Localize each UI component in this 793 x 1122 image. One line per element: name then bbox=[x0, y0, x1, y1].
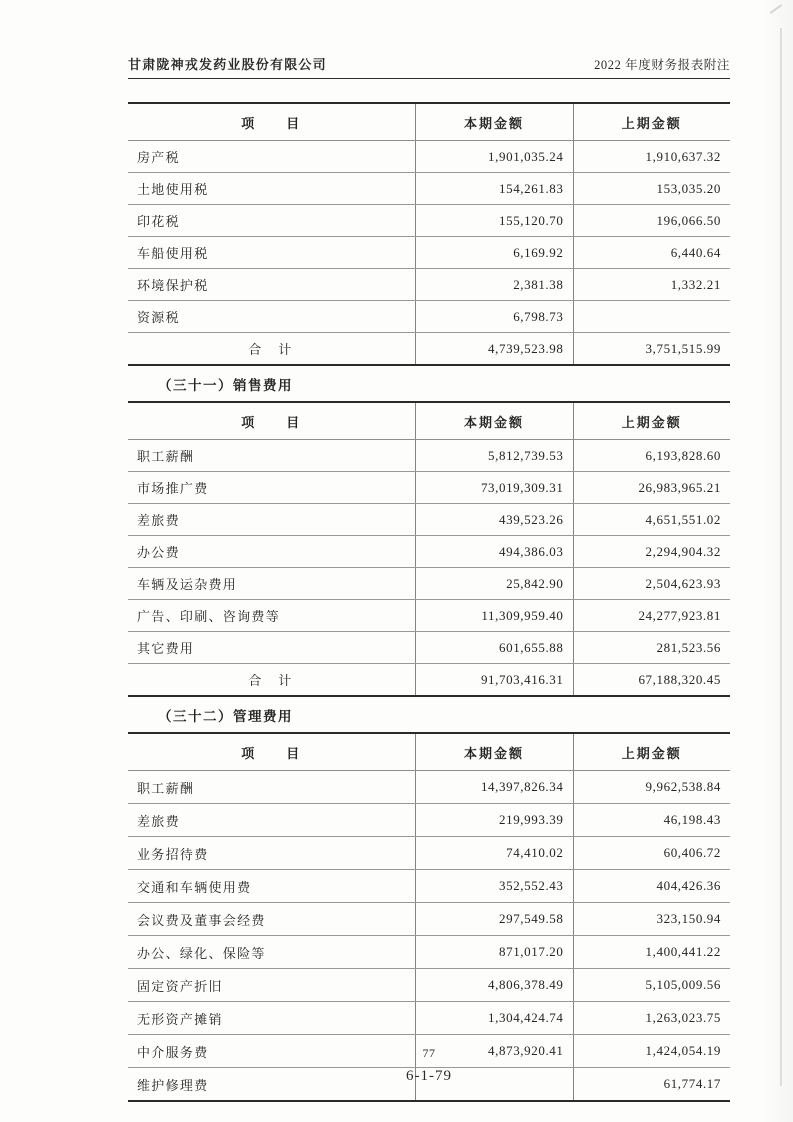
row-amount-prior: 26,983,965.21 bbox=[573, 472, 730, 504]
column-header-item: 项 目 bbox=[128, 402, 415, 440]
scan-artifact-edge bbox=[780, 28, 782, 1086]
row-amount-prior: 196,066.50 bbox=[573, 205, 730, 237]
table-row bbox=[128, 568, 730, 600]
row-label: 车辆及运杂费用 bbox=[128, 568, 415, 600]
row-label: 差旅费 bbox=[128, 504, 415, 536]
row-amount-current: 1,901,035.24 bbox=[415, 141, 573, 173]
row-label: 固定资产折旧 bbox=[128, 969, 415, 1002]
row-amount-prior: 60,406.72 bbox=[573, 837, 730, 870]
row-amount-prior: 404,426.36 bbox=[573, 870, 730, 903]
row-label: 交通和车辆使用费 bbox=[128, 870, 415, 903]
table-row bbox=[128, 440, 730, 472]
selling-expenses-table bbox=[128, 401, 730, 697]
document-code: 6-1-79 bbox=[406, 1068, 452, 1084]
company-name: 甘肃陇神戎发药业股份有限公司 bbox=[128, 57, 327, 72]
page-number: 77 bbox=[422, 1046, 436, 1060]
table-row bbox=[128, 600, 730, 632]
column-header-item: 项 目 bbox=[128, 733, 415, 771]
row-label: 其它费用 bbox=[128, 632, 415, 664]
table-row bbox=[128, 632, 730, 664]
row-amount-prior: 1,910,637.32 bbox=[573, 141, 730, 173]
column-header-current: 本期金额 bbox=[415, 733, 573, 771]
row-amount-prior: 1,332.21 bbox=[573, 269, 730, 301]
table-header-row bbox=[128, 103, 730, 141]
row-amount-current: 74,410.02 bbox=[415, 837, 573, 870]
row-amount-prior: 1,400,441.22 bbox=[573, 936, 730, 969]
row-amount-current: 494,386.03 bbox=[415, 536, 573, 568]
row-amount-prior: 9,962,538.84 bbox=[573, 771, 730, 804]
table-row bbox=[128, 870, 730, 903]
table-row bbox=[128, 173, 730, 205]
row-amount-current: 2,381.38 bbox=[415, 269, 573, 301]
row-label: 无形资产摊销 bbox=[128, 1002, 415, 1035]
table-row bbox=[128, 504, 730, 536]
total-row bbox=[128, 664, 730, 697]
row-label: 职工薪酬 bbox=[128, 440, 415, 472]
section-title-selling-expenses: （三十一）销售费用 bbox=[158, 378, 293, 393]
table-row bbox=[128, 804, 730, 837]
column-header-prior: 上期金额 bbox=[573, 103, 730, 141]
table-row bbox=[128, 205, 730, 237]
row-label: 办公、绿化、保险等 bbox=[128, 936, 415, 969]
row-amount-prior: 3,751,515.99 bbox=[645, 340, 721, 356]
row-amount-current: 297,549.58 bbox=[415, 903, 573, 936]
total-row bbox=[128, 333, 730, 366]
table-row bbox=[128, 969, 730, 1002]
row-amount-prior: 4,651,551.02 bbox=[573, 504, 730, 536]
row-amount-current: 4,873,920.41 bbox=[415, 1035, 573, 1068]
row-amount-prior: 1,424,054.19 bbox=[573, 1035, 730, 1068]
table-row bbox=[128, 1002, 730, 1035]
row-label: 广告、印刷、咨询费等 bbox=[128, 600, 415, 632]
row-label: 房产税 bbox=[128, 141, 415, 173]
row-amount-current: 91,703,416.31 bbox=[415, 664, 573, 697]
row-amount-current: 601,655.88 bbox=[415, 632, 573, 664]
row-amount-current: 155,120.70 bbox=[415, 205, 573, 237]
column-header-current: 本期金额 bbox=[415, 402, 573, 440]
scan-artifact-corner bbox=[770, 4, 783, 14]
row-amount-prior: 2,294,904.32 bbox=[573, 536, 730, 568]
row-label: 业务招待费 bbox=[128, 837, 415, 870]
row-amount-prior: 1,263,023.75 bbox=[573, 1002, 730, 1035]
section-title-admin-expenses: （三十二）管理费用 bbox=[158, 709, 293, 724]
report-title: 2022 年度财务报表附注 bbox=[594, 58, 730, 72]
row-label: 合 计 bbox=[128, 333, 415, 366]
table-row bbox=[128, 837, 730, 870]
row-amount-prior: 2,504,623.93 bbox=[573, 568, 730, 600]
row-amount-current: 219,993.39 bbox=[415, 804, 573, 837]
table-row bbox=[128, 269, 730, 301]
row-amount-prior: 5,105,009.56 bbox=[573, 969, 730, 1002]
row-label: 中介服务费 bbox=[128, 1035, 415, 1068]
row-amount-prior: 6,440.64 bbox=[573, 237, 730, 269]
table-row bbox=[128, 771, 730, 804]
table-row bbox=[128, 301, 730, 333]
row-amount-current: 154,261.83 bbox=[415, 173, 573, 205]
row-amount-current: 4,806,378.49 bbox=[415, 969, 573, 1002]
row-amount-prior: 67,188,320.45 bbox=[638, 671, 721, 687]
row-label: 办公费 bbox=[128, 536, 415, 568]
row-label: 维护修理费 bbox=[128, 1068, 415, 1102]
row-label: 印花税 bbox=[128, 205, 415, 237]
row-label: 市场推广费 bbox=[128, 472, 415, 504]
row-amount-current: 5,812,739.53 bbox=[415, 440, 573, 472]
row-label: 土地使用税 bbox=[128, 173, 415, 205]
row-amount-current: 25,842.90 bbox=[415, 568, 573, 600]
column-header-prior: 上期金额 bbox=[573, 733, 730, 771]
row-label: 职工薪酬 bbox=[128, 771, 415, 804]
row-amount-prior: 323,150.94 bbox=[573, 903, 730, 936]
row-amount-current: 1,304,424.74 bbox=[415, 1002, 573, 1035]
table-row bbox=[128, 141, 730, 173]
table-row bbox=[128, 472, 730, 504]
row-amount-prior: 24,277,923.81 bbox=[573, 600, 730, 632]
table-header-row bbox=[128, 733, 730, 771]
document-header bbox=[128, 0, 730, 79]
row-amount-current: 439,523.26 bbox=[415, 504, 573, 536]
table-header-row bbox=[128, 402, 730, 440]
row-amount-current: 352,552.43 bbox=[415, 870, 573, 903]
row-amount-prior bbox=[573, 301, 730, 333]
row-amount-current: 871,017.20 bbox=[415, 936, 573, 969]
row-amount-prior: 61,774.17 bbox=[663, 1076, 721, 1091]
row-amount-prior: 46,198.43 bbox=[573, 804, 730, 837]
row-amount-current: 6,169.92 bbox=[415, 237, 573, 269]
column-header-prior: 上期金额 bbox=[573, 402, 730, 440]
column-header-item: 项 目 bbox=[128, 103, 415, 141]
row-amount-prior: 281,523.56 bbox=[573, 632, 730, 664]
row-amount-prior: 153,035.20 bbox=[573, 173, 730, 205]
row-label: 差旅费 bbox=[128, 804, 415, 837]
row-label: 资源税 bbox=[128, 301, 415, 333]
page-content bbox=[128, 0, 730, 1102]
row-amount-current: 4,739,523.98 bbox=[415, 333, 573, 366]
tax-table bbox=[128, 102, 730, 366]
row-amount-current: 11,309,959.40 bbox=[415, 600, 573, 632]
row-label: 环境保护税 bbox=[128, 269, 415, 301]
table-row bbox=[128, 903, 730, 936]
row-label: 会议费及董事会经费 bbox=[128, 903, 415, 936]
row-amount-current: 14,397,826.34 bbox=[415, 771, 573, 804]
spacer bbox=[128, 79, 730, 102]
row-amount-current: 6,798.73 bbox=[415, 301, 573, 333]
row-label: 车船使用税 bbox=[128, 237, 415, 269]
column-header-current: 本期金额 bbox=[415, 103, 573, 141]
table-row bbox=[128, 536, 730, 568]
row-label: 合 计 bbox=[128, 664, 415, 697]
table-row bbox=[128, 936, 730, 969]
row-amount-prior: 6,193,828.60 bbox=[573, 440, 730, 472]
row-amount-current: 73,019,309.31 bbox=[415, 472, 573, 504]
table-row bbox=[128, 237, 730, 269]
